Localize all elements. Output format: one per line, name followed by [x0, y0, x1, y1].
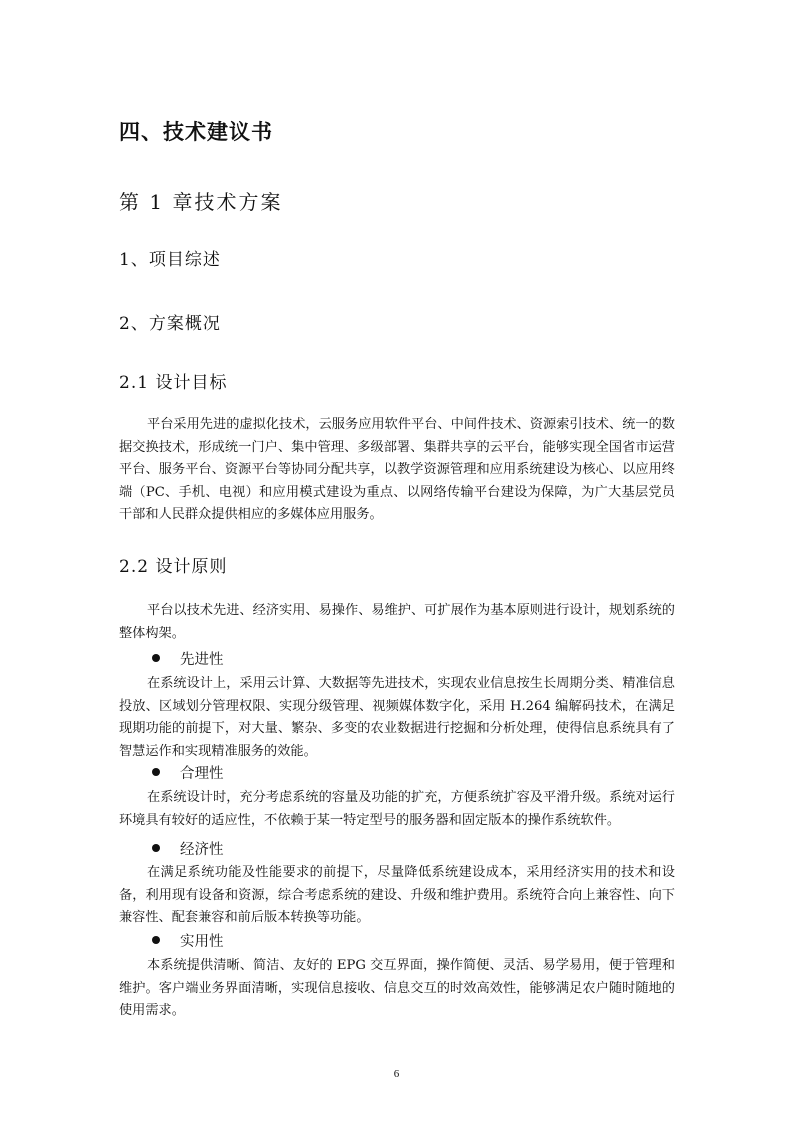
bullet-title: 先进性: [180, 652, 224, 668]
bullet-dot-icon: [152, 936, 160, 944]
bullet-dot-icon: [152, 654, 160, 662]
subsection-heading-2-1: 2.1 设计目标: [119, 373, 228, 393]
bullet-item-economy: [152, 838, 224, 859]
section-heading-1: 1、项目综述: [119, 250, 221, 270]
bullet-item-advanced: [152, 648, 224, 669]
chapter-title: 第 1 章技术方案: [119, 190, 283, 214]
design-principle-intro-paragraph: 平台以技术先进、经济实用、易操作、易维护、可扩展作为基本原则进行设计，规划系统的整体构架。: [119, 603, 675, 641]
main-heading: 四、技术建议书: [119, 120, 273, 144]
bullet-title: 合理性: [180, 766, 224, 782]
bullet-item-rationality: [152, 762, 224, 783]
principle-paragraph-advanced: 在系统设计上，采用云计算、大数据等先进技术，实现农业信息按生长周期分类、精准信息投放、区域划分管理权限、实现分级管理、视频媒体数字化，采用 H.264 编解码技术，在满足现期功能的前提下，对大量、繁杂、多变的农业数据进行挖掘和分析处理，使得信息系统具有了智慧运作和实现精准服务的效能。: [119, 676, 675, 759]
bullet-dot-icon: [152, 768, 160, 776]
principle-paragraph-practicality: 本系统提供清晰、简洁、友好的 EPG 交互界面，操作简便、灵活、易学易用，便于管理和维护。客户端业务界面清晰，实现信息接收、信息交互的时效高效性，能够满足农户随时随地的使用需求。: [119, 958, 675, 1019]
principle-paragraph-economy: 在满足系统功能及性能要求的前提下，尽量降低系统建设成本，采用经济实用的技术和设备，利用现有设备和资源，综合考虑系统的建设、升级和维护费用。系统符合向上兼容性、向下兼容性、配套兼容和前后版本转换等功能。: [119, 865, 675, 926]
page-number: 6: [393, 1068, 400, 1080]
bullet-dot-icon: [152, 844, 160, 852]
bullet-title: 经济性: [180, 842, 224, 858]
subsection-heading-2-2: 2.2 设计原则: [119, 557, 228, 577]
bullet-item-practicality: [152, 930, 224, 951]
section-heading-2: 2、方案概况: [119, 314, 221, 334]
design-goal-paragraph: 平台采用先进的虚拟化技术，云服务应用软件平台、中间件技术、资源索引技术、统一的数据交换技术，形成统一门户、集中管理、多级部署、集群共享的云平台，能够实现全国省市运营平台、服务平台、资源平台等协同分配共享，以教学资源管理和应用系统建设为核心、以应用终端（PC、手机、电视）和应用模式建设为重点、以网络传输平台建设为保障，为广大基层党员干部和人民群众提供相应的多媒体应用服务。: [119, 417, 675, 523]
principle-paragraph-rationality: 在系统设计时，充分考虑系统的容量及功能的扩充，方便系统扩容及平滑升级。系统对运行环境具有较好的适应性，不依赖于某一特定型号的服务器和固定版本的操作系统软件。: [119, 790, 675, 828]
bullet-title: 实用性: [180, 934, 224, 950]
